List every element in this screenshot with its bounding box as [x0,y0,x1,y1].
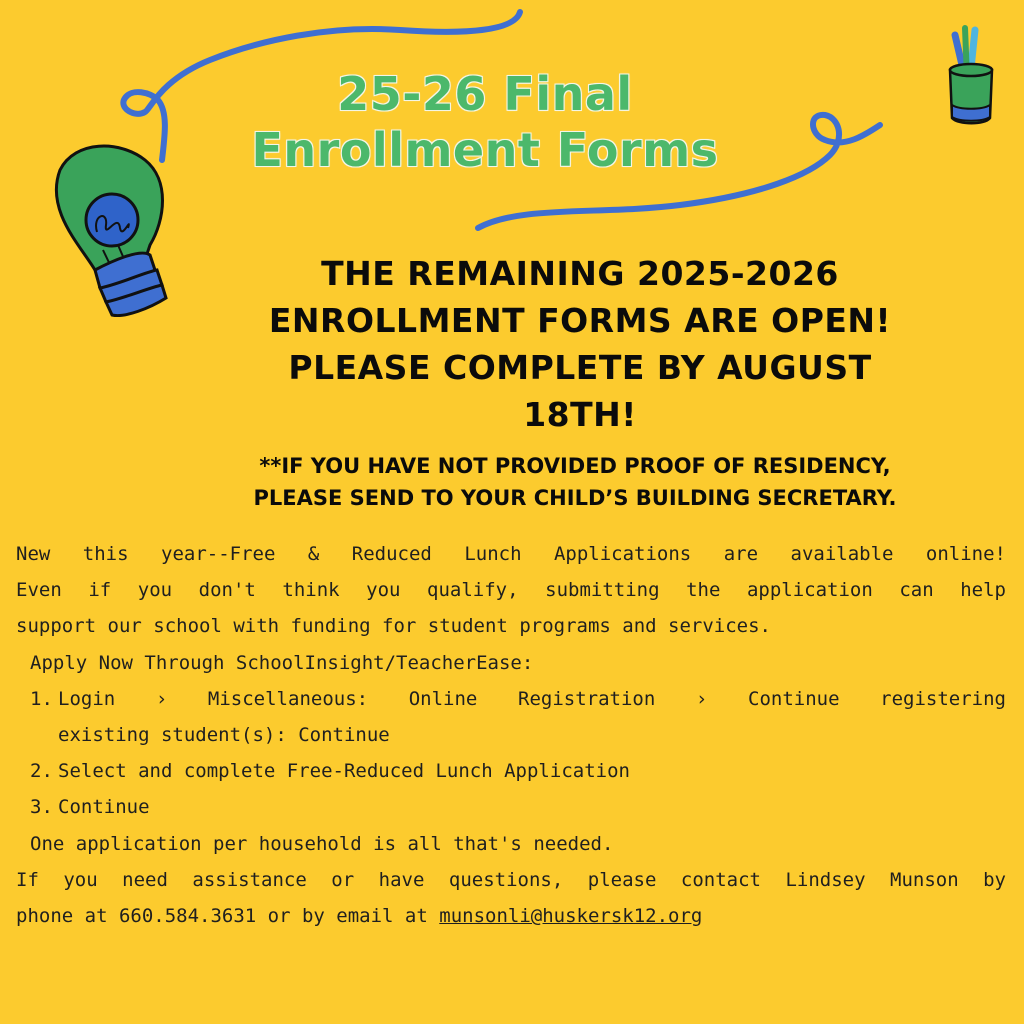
step-number: 2. [30,760,53,783]
list-item [16,753,1006,789]
note-line-1: **IF YOU HAVE NOT PROVIDED PROOF OF RESIDENCY, [259,454,891,478]
title-line-1: 25-26 Final [337,67,633,121]
intro-line-1: New this year--Free & Reduced Lunch Applications are available online! [16,543,1006,565]
apply-heading: Apply Now Through SchoolInsight/TeacherEase: [30,651,534,674]
headline-line-3: PLEASE COMPLETE BY AUGUST [288,348,872,387]
list-item [16,789,1006,825]
headline [195,250,965,438]
list-item [16,681,1006,753]
lightbulb-icon [56,146,166,315]
step-text: Login › Miscellaneous: Online Registration › Continue registering [58,687,1006,710]
headline-line-1: THE REMAINING 2025-2026 [321,254,839,293]
body-text [16,536,1006,934]
headline-line-2: ENROLLMENT FORMS ARE OPEN! [268,301,892,340]
step-number: 1. [30,687,53,710]
step-text: Select and complete Free-Reduced Lunch Application [58,760,630,783]
household-note: One application per household is all that's needed. [30,832,614,855]
intro-line-2: Even if you don't think you qualify, submitting the application can help [16,579,1006,602]
step-number: 3. [30,796,53,819]
step-text-continued: existing student(s): Continue [58,724,390,747]
steps-list [16,681,1006,826]
contact-prefix: phone at 660.584.3631 or by email at [16,905,440,928]
title-line-2: Enrollment Forms [251,123,719,177]
residency-note [150,450,1000,514]
intro-line-3: support our school with funding for student programs and services. [16,615,771,638]
email-link[interactable]: munsonli@huskersk12.org [439,905,703,928]
headline-line-4: 18TH! [523,395,637,434]
step-text: Continue [58,796,150,819]
contact-line-1: If you need assistance or have questions, please contact Lindsey Munson by [16,868,1006,891]
note-line-2: PLEASE SEND TO YOUR CHILD’S BUILDING SECRETARY. [253,486,897,510]
pencil-cup-icon [950,28,992,123]
contact-line-2 [16,898,1006,934]
page-title [200,66,770,178]
